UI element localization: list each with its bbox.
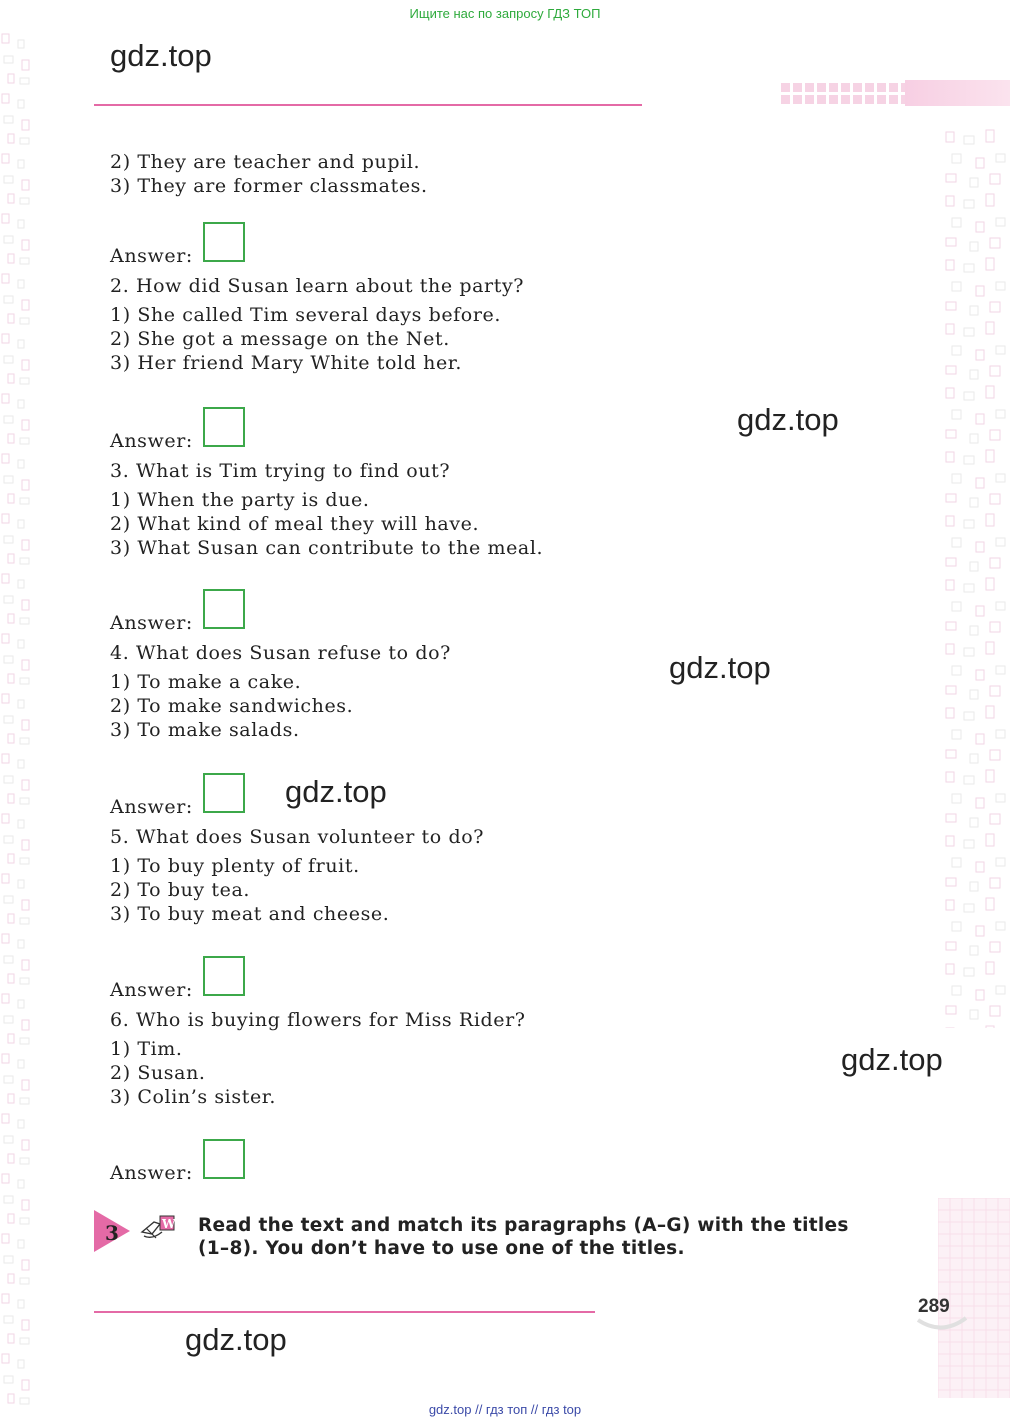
option: 3) To make salads. bbox=[110, 719, 300, 741]
watermark: gdz.top bbox=[737, 402, 839, 437]
answer-label: Answer: bbox=[110, 245, 193, 267]
answer-label: Answer: bbox=[110, 612, 193, 634]
writing-hand-icon bbox=[140, 1214, 176, 1242]
option: 1) Tim. bbox=[110, 1038, 183, 1060]
answer-box[interactable] bbox=[203, 956, 245, 996]
option: 1) She called Tim several days before. bbox=[110, 304, 502, 326]
question-1-continued bbox=[110, 150, 670, 274]
answer-box[interactable] bbox=[203, 773, 245, 813]
answer-row bbox=[110, 560, 670, 641]
answer-box[interactable] bbox=[203, 222, 245, 262]
question-6 bbox=[110, 1008, 670, 1191]
watermark: gdz.top bbox=[285, 774, 387, 809]
answer-label: Answer: bbox=[110, 979, 193, 1001]
option: 3) They are former classmates. bbox=[110, 175, 428, 197]
task-number: 3 bbox=[105, 1221, 119, 1245]
option: 2) What kind of meal they will have. bbox=[110, 513, 480, 535]
question-5 bbox=[110, 825, 670, 1008]
option: 2) To make sandwiches. bbox=[110, 695, 354, 717]
question-title: 5. What does Susan volunteer to do? bbox=[110, 826, 485, 848]
task-line-1: Read the text and match its paragraphs (A–G) with the titles bbox=[198, 1215, 849, 1236]
option: 1) To make a cake. bbox=[110, 671, 302, 693]
question-title: 6. Who is buying flowers for Miss Rider? bbox=[110, 1009, 526, 1031]
answer-box[interactable] bbox=[203, 407, 245, 447]
option: 1) When the party is due. bbox=[110, 489, 370, 511]
watermark: gdz.top bbox=[669, 650, 771, 685]
question-title: 3. What is Tim trying to find out? bbox=[110, 460, 451, 482]
search-banner: Ищите нас по запросу ГДЗ ТОП bbox=[409, 6, 601, 21]
page-number: 289 bbox=[918, 1296, 950, 1317]
option: 2) To buy tea. bbox=[110, 879, 251, 901]
answer-label: Answer: bbox=[110, 1162, 193, 1184]
task-line-2: (1–8). You don’t have to use one of the titles. bbox=[198, 1238, 685, 1259]
answer-row bbox=[110, 1109, 670, 1191]
header-pink-block bbox=[905, 80, 1010, 106]
question-title: 2. How did Susan learn about the party? bbox=[110, 275, 525, 297]
answer-row bbox=[110, 742, 670, 825]
page-number-swoosh bbox=[916, 1314, 968, 1334]
option: 3) Colin’s sister. bbox=[110, 1086, 277, 1108]
answer-row bbox=[110, 198, 670, 274]
option: 2) They are teacher and pupil. bbox=[110, 151, 421, 173]
answer-row bbox=[110, 375, 670, 459]
answer-box[interactable] bbox=[203, 1139, 245, 1179]
left-decorative-pattern bbox=[0, 30, 36, 1410]
question-title: 4. What does Susan refuse to do? bbox=[110, 642, 451, 664]
answer-box[interactable] bbox=[203, 589, 245, 629]
watermark-logo: gdz.top bbox=[110, 38, 212, 73]
watermark: gdz.top bbox=[841, 1042, 943, 1077]
option: 2) Susan. bbox=[110, 1062, 206, 1084]
answer-label: Answer: bbox=[110, 796, 193, 818]
task-number-badge bbox=[94, 1210, 130, 1252]
task-instructions bbox=[198, 1214, 892, 1260]
answer-row bbox=[110, 926, 670, 1008]
question-list bbox=[110, 150, 670, 1191]
right-decorative-pattern bbox=[942, 128, 1010, 1028]
watermark: gdz.top bbox=[185, 1322, 287, 1357]
footer-rule bbox=[94, 1311, 595, 1313]
option: 3) Her friend Mary White told her. bbox=[110, 352, 463, 374]
option: 3) What Susan can contribute to the meal. bbox=[110, 537, 544, 559]
option: 3) To buy meat and cheese. bbox=[110, 903, 390, 925]
header-rule bbox=[94, 104, 642, 106]
question-3 bbox=[110, 459, 670, 641]
option: 1) To buy plenty of fruit. bbox=[110, 855, 360, 877]
footer-links: gdz.top // гдз топ // гдз top bbox=[428, 1402, 582, 1417]
question-2 bbox=[110, 274, 670, 459]
answer-label: Answer: bbox=[110, 430, 193, 452]
icon-letter: W bbox=[162, 1217, 176, 1231]
question-4 bbox=[110, 641, 670, 825]
option: 2) She got a message on the Net. bbox=[110, 328, 450, 350]
